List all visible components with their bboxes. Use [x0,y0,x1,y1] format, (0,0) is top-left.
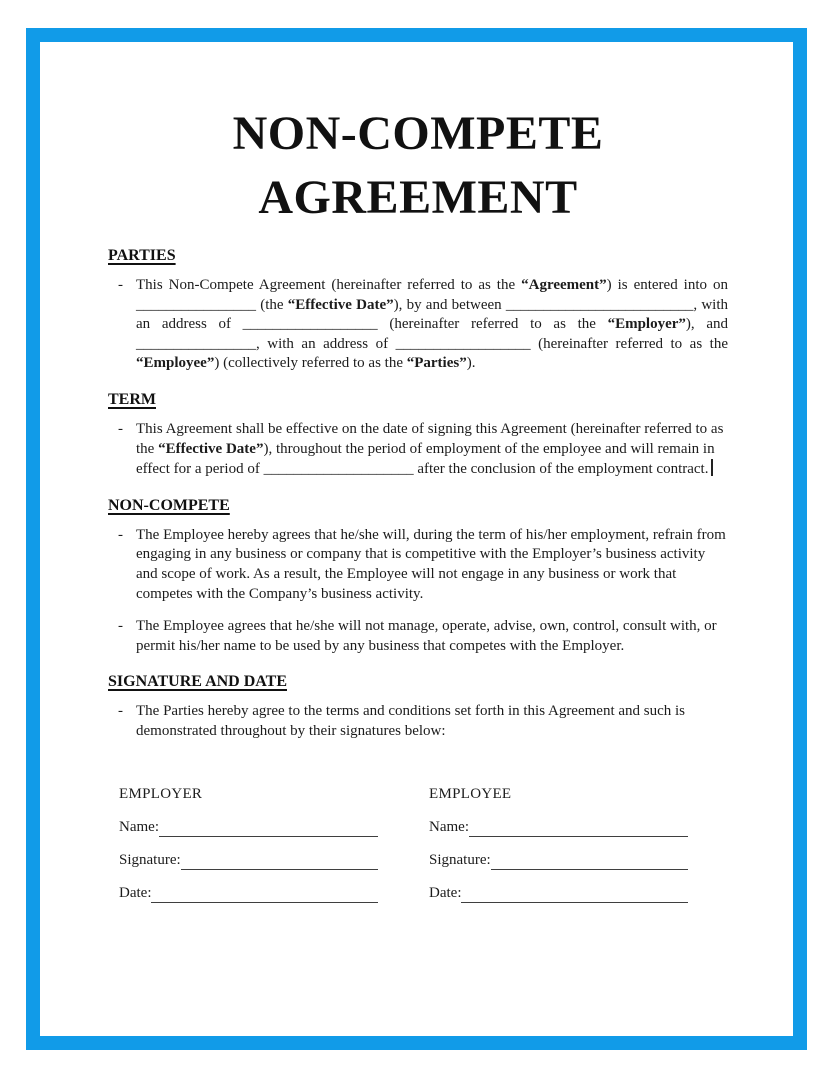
section-heading-non-compete[interactable]: NON-COMPETE [108,496,230,514]
employer-signature-label: Signature: [119,851,181,868]
text-segment: The Employee agrees that he/she will not manage, operate, advise, own, control, consult with, or permit his/her name to be used by any business that competes with the Employer. [136,618,717,654]
signature-column-employer [119,784,378,903]
employee-party-label: EMPLOYEE [429,785,512,802]
bullet-dash: - [118,618,123,635]
bullet-dash: - [118,526,123,543]
document-title-line-2[interactable]: AGREEMENT [258,171,578,224]
text-segment: This Non-Compete Agreement (hereinafter referred to as the [136,277,522,293]
employee-signature-label: Signature: [429,851,491,868]
section-heading-signature-and-date[interactable]: SIGNATURE AND DATE [108,673,287,691]
section-heading-parties[interactable]: PARTIES [108,247,176,264]
text-segment: ), by and between _________________________, with an address of __________________ (hereinafter referred to as the [136,296,728,333]
non-compete-paragraph-1[interactable] [136,526,728,604]
document-content [108,42,728,1038]
section-heading-term[interactable]: TERM [108,390,156,408]
employee-signature-signature-line[interactable] [491,852,688,870]
non-compete-bullet-1[interactable] [118,526,728,604]
text-segment: ), and ________________, with an address of __________________ (hereinafter referred to as the [136,316,728,352]
employer-name-field[interactable] [119,817,378,837]
employee-signature-field[interactable] [429,850,688,870]
bold-text-segment: “Agreement” [521,277,607,293]
employer-date-label: Date: [119,884,152,901]
document-title[interactable] [108,102,728,230]
parties-bullet-1[interactable] [118,276,728,374]
document-title-line-1[interactable]: NON-COMPETE [232,107,604,160]
text-segment: ) is entered into on ________________ (the [136,277,728,313]
signature-bullet-1[interactable] [118,702,728,741]
employee-name-field[interactable] [429,817,688,837]
employer-date-signature-line[interactable] [151,885,378,903]
signature-block [119,784,688,903]
term-paragraph[interactable] [136,420,728,480]
employee-date-field[interactable] [429,883,688,903]
employee-name-signature-line[interactable] [469,819,688,837]
non-compete-paragraph-2[interactable] [136,617,728,656]
bold-text-segment: “Parties” [406,355,467,372]
signature-paragraph[interactable] [136,702,728,741]
employer-signature-field[interactable] [119,850,378,870]
employer-name-label: Name: [119,818,159,835]
non-compete-bullet-2[interactable] [118,617,728,656]
bold-text-segment: “Effective Date” [287,296,394,313]
text-segment: This Agreement shall be effective on the date of signing this Agreement (hereinafter referred to as the [136,420,724,457]
employee-date-label: Date: [429,884,462,901]
bullet-dash: - [118,703,123,720]
text-cursor [711,459,713,476]
text-segment: The Parties hereby agree to the terms and conditions set forth in this Agreement and such is demonstrated throughout by their signatures below: [136,703,686,739]
signature-column-employee [429,784,688,903]
term-bullet-1[interactable] [118,420,728,480]
bold-text-segment: “Employee” [136,355,215,372]
bold-text-segment: “Employer” [607,316,686,333]
text-segment: ) (collectively referred to as the [214,355,407,372]
employer-name-signature-line[interactable] [159,819,378,837]
text-segment: ). [466,355,476,372]
text-segment: The Employee hereby agrees that he/she will, during the term of his/her employment, refrain from engaging in any business or company that is competitive with the Employer’s business activity and scope of work. As a result, the Employee will not engage in any business or work that competes with the Company’s business activity. [136,526,726,602]
employee-name-label: Name: [429,818,469,835]
employer-signature-signature-line[interactable] [181,852,378,870]
bullet-dash: - [118,420,123,437]
parties-paragraph[interactable] [136,276,728,374]
employee-date-signature-line[interactable] [461,885,688,903]
employer-date-field[interactable] [119,883,378,903]
bullet-dash: - [118,277,123,293]
employer-party-label: EMPLOYER [119,785,203,802]
bold-text-segment: “Effective Date” [158,440,264,457]
text-segment: ), throughout the period of employment of the employee and will remain in effect for a period of ____________________ after the conclusion of the employment contract. [136,440,715,478]
